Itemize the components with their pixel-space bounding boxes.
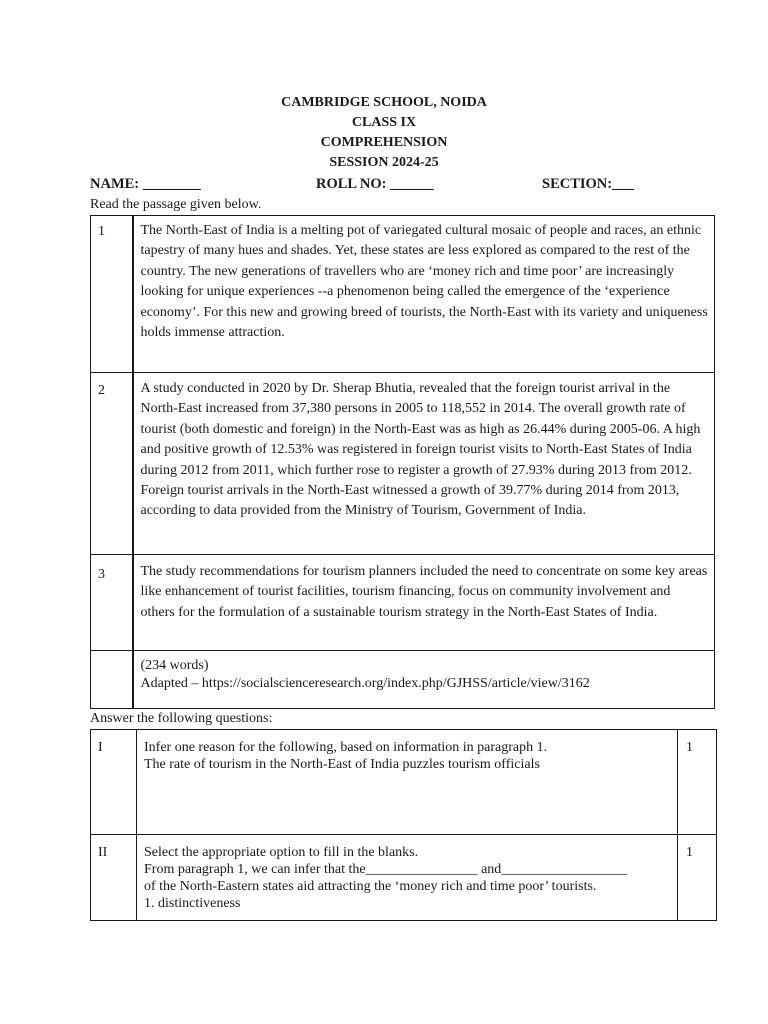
passage-table (90, 215, 715, 709)
passage-row (91, 216, 715, 373)
paragraph-number: 1 (91, 216, 133, 373)
questions-instruction: Answer the following questions: (90, 711, 273, 726)
name-field: NAME: ________ (90, 176, 201, 192)
question-marks: 1 (678, 835, 717, 921)
question-number: I (91, 730, 137, 835)
passage-row (91, 555, 715, 651)
section-field: SECTION:___ (542, 176, 634, 192)
question-number: II (91, 835, 137, 921)
subject-label: COMPREHENSION (320, 135, 448, 150)
question-line: From paragraph 1, we can infer that the________________ and__________________ (144, 862, 628, 877)
paragraph-text: A study conducted in 2020 by Dr. Sherap Bhutia, revealed that the foreign tourist arrival in the North-East increased from 37,380 persons in 2005 to 118,552 in 2014. The overall growth rate of tourist (both domestic and foreign) in the North-East was as high as 26.44% during 2005-06. A high and positive growth of 12.53% was registered in foreign tourist visits to North-East States of India during 2012 from 2011, which further rose to register a growth of 27.93% during 2013 from 2012. Foreign tourist arrivals in the North-East witnessed a growth of 39.77% during 2014 from 2013, according to data provided from the Ministry of Tourism, Government of India. (133, 373, 715, 555)
word-count: (234 words) (140, 658, 209, 673)
school-name: CAMBRIDGE SCHOOL, NOIDA (281, 95, 487, 110)
question-line: 1. distinctiveness (144, 896, 241, 911)
session-label: SESSION 2024-25 (329, 155, 439, 170)
question-marks: 1 (678, 730, 717, 835)
passage-footer-row (91, 651, 715, 709)
paragraph-text: The North-East of India is a melting pot of variegated cultural mosaic of people and races, an ethnic tapestry of many hues and shades. Yet, these states are less explored as compared to the rest of the country. The new generations of travellers who are ‘money rich and time poor’ are increasingly looking for unique experiences --a phenomenon being called the emergence of the ‘experience economy’. For this new and growing breed of tourists, the North-East with its variety and uniqueness holds immense attraction. (133, 216, 715, 373)
paragraph-number: 3 (91, 555, 133, 651)
question-text (137, 835, 678, 921)
source-citation: Adapted – https://socialscienceresearch.org/index.php/GJHSS/article/view/3162 (140, 676, 590, 691)
paragraph-number: 2 (91, 373, 133, 555)
question-row (91, 835, 717, 921)
passage-instruction: Read the passage given below. (90, 197, 262, 212)
class-label: CLASS IX (351, 115, 417, 130)
question-row (91, 730, 717, 835)
questions-table (90, 729, 717, 921)
question-line: Infer one reason for the following, based on information in paragraph 1. (144, 740, 548, 755)
question-line: The rate of tourism in the North-East of India puzzles tourism officials (144, 757, 540, 772)
question-line: of the North-Eastern states aid attracting the ‘money rich and time poor’ tourists. (144, 879, 597, 894)
question-text (137, 730, 678, 835)
passage-row (91, 373, 715, 555)
paragraph-text: The study recommendations for tourism planners included the need to concentrate on some key areas like enhancement of tourist facilities, tourism financing, focus on community involvement and others for the formulation of a sustainable tourism strategy in the North-East States of India. (133, 555, 715, 651)
question-line: Select the appropriate option to fill in the blanks. (144, 845, 419, 860)
roll-no-field: ROLL NO: ______ (316, 176, 434, 192)
